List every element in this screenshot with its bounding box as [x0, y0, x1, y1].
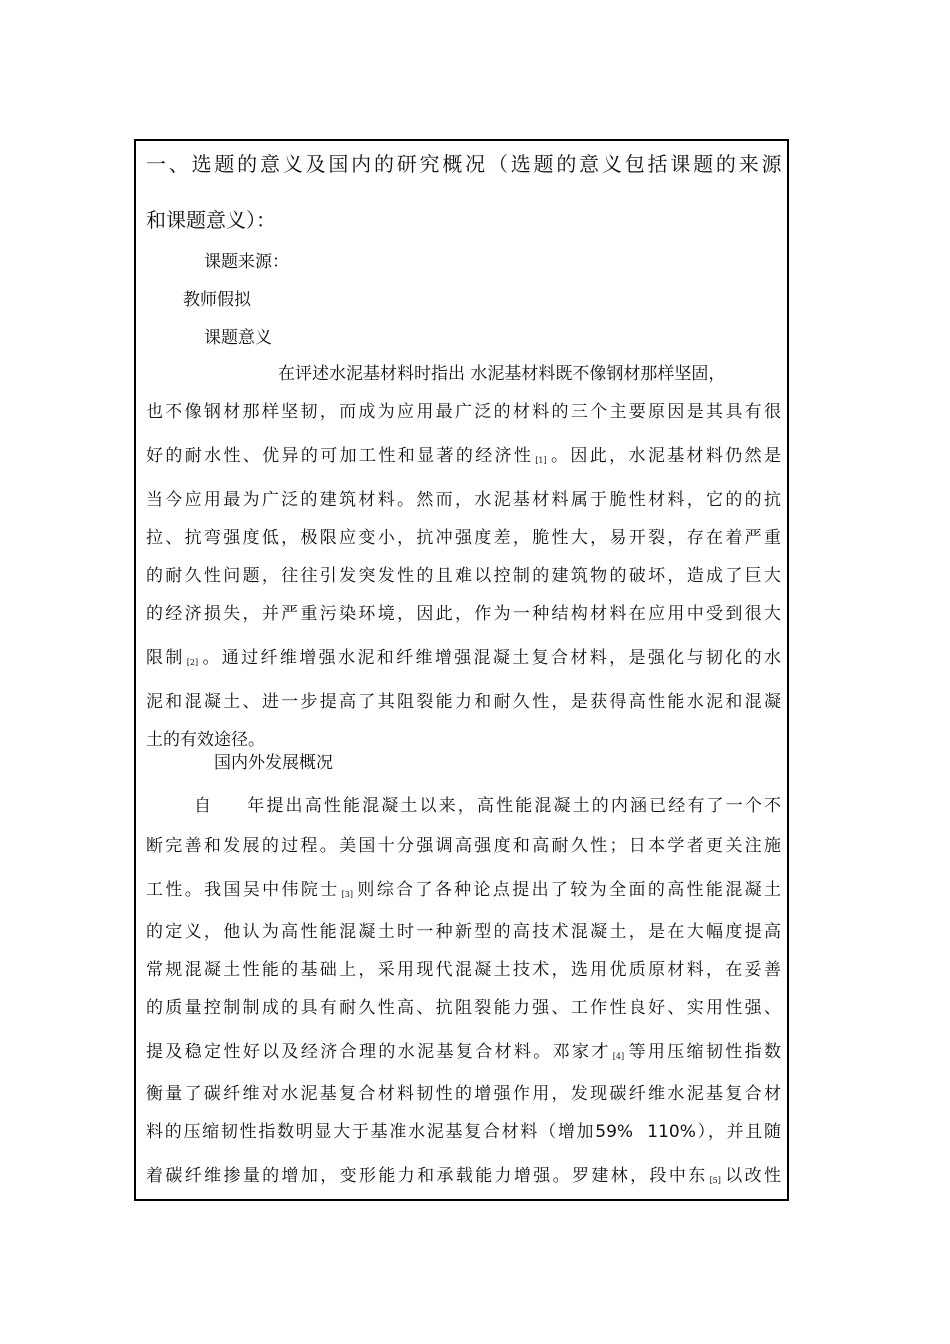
significance-paragraph [146, 355, 781, 759]
paragraph-line: 的质量控制制成的具有耐久性高、抗阻裂能力强、工作性良好、实用性强、 [146, 998, 781, 1018]
paragraph-line: 当今应用最为广泛的建筑材料。然而，水泥基材料属于脆性材料，它的的抗 [146, 490, 781, 510]
paragraph-text: 。通过纤维增强水泥和纤维增强混凝土复合材料，是强化与韧化的水 [200, 648, 782, 668]
paragraph-text: 好的耐水性、优异的可加工性和显著的经济性 [146, 446, 534, 466]
paragraph-text: 。因此，水泥基材料仍然是 [548, 446, 782, 466]
paragraph-line: 在评述水泥基材料时指出 水泥基材料既不像钢材那样坚固， [278, 364, 726, 384]
paragraph-text: 限制 [146, 648, 185, 668]
paragraph-line [146, 1033, 781, 1071]
paragraph-line [146, 1113, 781, 1151]
significance-label: 课题意义 [204, 328, 272, 348]
citation-ref: [2] [186, 658, 199, 667]
paragraph-line: 泥和混凝土、进一步提高了其阻裂能力和耐久性，是获得高性能水泥和混凝 [146, 692, 781, 712]
paragraph-line: 常规混凝土性能的基础上，采用现代混凝土技术，选用优质原材料，在妥善 [146, 960, 781, 980]
development-label: 国内外发展概况 [214, 753, 333, 773]
citation-ref: [3] [341, 890, 353, 899]
paragraph-line: 土的有效途径。 [146, 730, 265, 750]
paragraph-line [146, 639, 781, 677]
heading-line: 一、选题的意义及国内的研究概况（选题的意义包括课题的来源 [146, 152, 781, 176]
paragraph-line: 的经济损失，并严重污染环境，因此，作为一种结构材料在应用中受到很大 [146, 604, 781, 624]
paragraph-text: ），并且随 [695, 1122, 782, 1142]
paragraph-text: 工性。我国吴中伟院士 [146, 880, 340, 900]
paragraph-line: 也不像钢材那样坚韧，而成为应用最广泛的材料的三个主要原因是其具有很 [146, 402, 781, 422]
paragraph-line: 的耐久性问题，往往引发突发性的且难以控制的建筑物的破坏，造成了巨大 [146, 566, 781, 586]
paragraph-text: 等用压缩韧性指数 [626, 1042, 782, 1062]
heading-line: 和课题意义）： [146, 208, 276, 232]
paragraph-line: 的定义，他认为高性能混凝土时一种新型的高技术混凝土，是在大幅度提高 [146, 922, 781, 942]
citation-ref: [5] [709, 1176, 721, 1185]
source-label: 课题来源： [204, 252, 289, 272]
paragraph-line: 衡量了碳纤维对水泥基复合材料韧性的增强作用，发现碳纤维水泥基复合材 [146, 1084, 781, 1104]
paragraph-text: 以改性 [722, 1166, 781, 1186]
paragraph-line: 拉、抗弯强度低，极限应变小，抗冲强度差，脆性大，易开裂，存在着严重 [146, 528, 781, 548]
paragraph-text: 自 [194, 796, 214, 816]
development-paragraph [146, 787, 781, 1195]
paragraph-text: 年提出高性能混凝土以来，高性能混凝土的内涵已经有了一个不 [245, 796, 782, 816]
paragraph-line [146, 437, 781, 475]
paragraph-text: 则综合了各种论点提出了较为全面的高性能混凝土 [355, 880, 782, 900]
paragraph-text: 料的压缩韧性指数明显大于基准水泥基复合材料（增加 [146, 1122, 596, 1142]
citation-ref: [1] [535, 456, 547, 465]
section-heading [146, 143, 781, 241]
section-content [146, 141, 782, 1186]
paragraph-line [146, 871, 781, 909]
paragraph-line: 断完善和发展的过程。美国十分强调高强度和高耐久性；日本学者更关注施 [146, 836, 781, 856]
citation-ref: [4] [612, 1052, 625, 1061]
proposal-table-cell [134, 139, 789, 1201]
paragraph-text: 着碳纤维掺量的增加，变形能力和承载能力增强。罗建林，段中东 [146, 1166, 708, 1186]
source-value: 教师假拟 [183, 290, 251, 310]
paragraph-line [146, 787, 781, 825]
paragraph-text: 提及稳定性好以及经济合理的水泥基复合材料。邓家才 [146, 1042, 611, 1062]
paragraph-line [146, 1157, 781, 1195]
percentage-range: 59% 110% [595, 1122, 696, 1142]
